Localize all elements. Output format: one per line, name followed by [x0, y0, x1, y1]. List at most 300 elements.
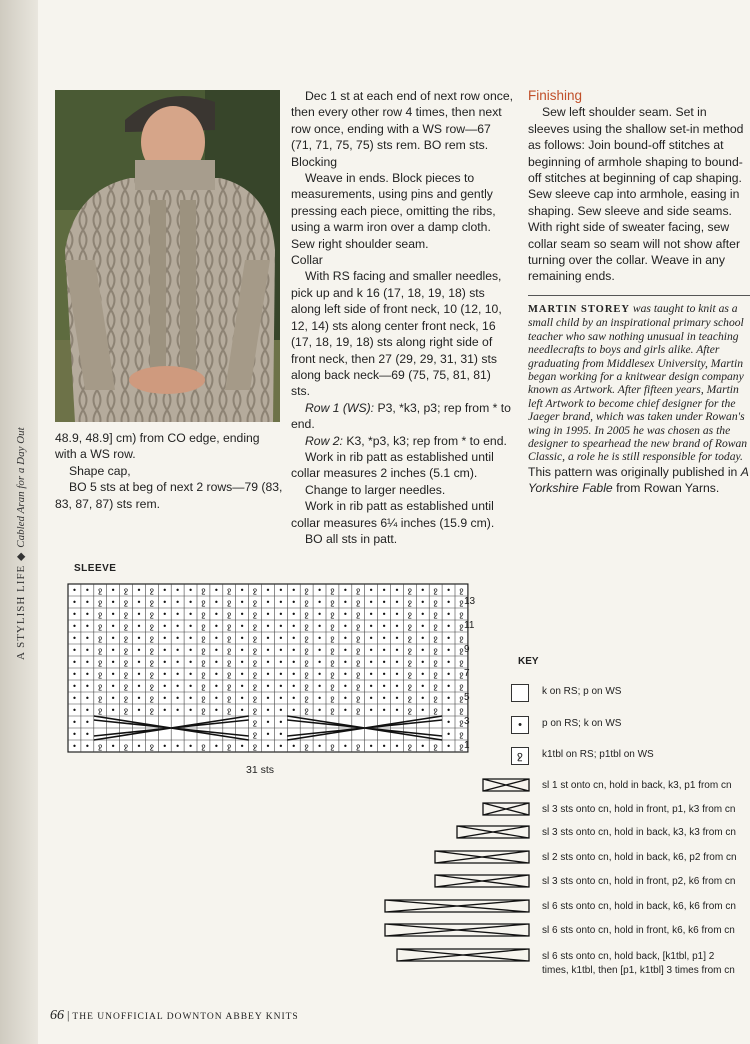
chart-cell-symbol: ջ — [433, 586, 438, 595]
chart-cell-symbol: • — [317, 586, 322, 595]
chart-cell-symbol: • — [446, 622, 451, 631]
chart-cell-symbol: • — [278, 694, 284, 703]
chart-cell-symbol: • — [188, 622, 193, 631]
chart-cell-symbol: • — [420, 658, 426, 667]
chart-cell-symbol: • — [394, 742, 400, 751]
chart-cell-symbol: ջ — [459, 634, 464, 643]
chart-cell-symbol: • — [278, 634, 284, 643]
chart-cell-symbol: ջ — [356, 586, 361, 595]
chart-cell-symbol: ջ — [252, 694, 258, 703]
chart-cell-symbol: ջ — [227, 658, 232, 667]
chart-cell-symbol: • — [72, 598, 77, 607]
chart-cell-symbol: • — [239, 646, 245, 655]
chart-cell-symbol: • — [317, 598, 322, 607]
chart-cell-symbol: ջ — [356, 694, 361, 703]
chart-cell-symbol: • — [394, 634, 400, 643]
chart-cell-symbol: • — [278, 682, 284, 691]
chart-cell-symbol: • — [239, 658, 245, 667]
chart-cell-symbol: ջ — [459, 730, 464, 739]
chart-cell-symbol: ջ — [304, 658, 309, 667]
chart-cell-symbol: • — [265, 598, 271, 607]
chart-cell-symbol: • — [239, 610, 245, 619]
chart-cell-symbol: • — [239, 586, 245, 595]
chart-cell-symbol: ջ — [304, 586, 309, 595]
chart-cell-symbol: ջ — [201, 670, 206, 679]
chart-cell-symbol: • — [368, 670, 374, 679]
chart-cell-symbol: ջ — [201, 598, 206, 607]
chart-cell-symbol: • — [342, 670, 348, 679]
chart-cell-symbol: ջ — [98, 622, 103, 631]
chart-cell-symbol: • — [110, 586, 116, 595]
chart-cell-symbol: ջ — [227, 742, 232, 751]
chart-cell-symbol: ջ — [433, 694, 438, 703]
chart-cell-symbol: • — [446, 706, 451, 715]
chart-cell-symbol: • — [265, 634, 271, 643]
chart-cell-symbol: ջ — [149, 694, 155, 703]
bio-text: was taught to knit as a small child by an inspirational primary school teacher who saw nothing unusual in teaching needlecrafts to boys and girls alike. After graduating from Middlesex University, Martin began working for a knitwear design company known as Artwork. After fifteen years, Martin left Artwork to become chief designer for the Jaeger brand, which was taken under Rowan's wing in 1995. In 2005 he was chosen as the designer to spearhead the new brand of Rowan Classic, a role he is still responsible for today. — [528, 301, 748, 464]
chart-cell-symbol: • — [110, 598, 116, 607]
chart-cell-symbol: • — [446, 742, 451, 751]
chart-cell-symbol: • — [381, 682, 387, 691]
chart-cell-symbol: • — [291, 610, 297, 619]
row-label: 5 — [464, 692, 470, 703]
chart-cell-symbol: ջ — [252, 742, 258, 751]
chart-cell-symbol: ջ — [330, 646, 335, 655]
chart-cell-symbol: ջ — [227, 610, 232, 619]
row-label: 7 — [464, 668, 470, 679]
chart-cell-symbol: • — [381, 742, 387, 751]
key-cable-symbol — [396, 948, 530, 962]
chart-cell-symbol: • — [368, 742, 374, 751]
book-title: THE UNOFFICIAL DOWNTON ABBEY KNITS — [72, 1012, 299, 1022]
chart-cell-symbol: ջ — [330, 694, 335, 703]
chart-cell-symbol: • — [84, 670, 90, 679]
chart-cell-symbol: • — [84, 718, 90, 727]
chart-cell-symbol: • — [368, 622, 374, 631]
chart-cell-symbol: ջ — [201, 658, 206, 667]
chart-cell-symbol: • — [84, 706, 90, 715]
chart-cell-symbol: ջ — [201, 742, 206, 751]
chart-cell-symbol: • — [188, 682, 193, 691]
chart-cell-symbol: ջ — [459, 586, 464, 595]
chart-cell-symbol: • — [72, 706, 77, 715]
column-middle — [291, 88, 513, 547]
row-label: 3 — [464, 716, 470, 727]
chart-cell-symbol: ջ — [407, 706, 413, 715]
chart-cell-symbol: ջ — [227, 622, 232, 631]
chart-cell-symbol: • — [368, 658, 374, 667]
chart-cell-symbol: • — [446, 610, 451, 619]
chart-cell-symbol: ջ — [149, 646, 155, 655]
chart-cell-symbol: • — [446, 598, 451, 607]
chart-cell-symbol: • — [136, 742, 142, 751]
chart-cell-symbol: • — [291, 622, 297, 631]
chart-cell-symbol: • — [342, 610, 348, 619]
key-cable-symbol — [456, 825, 530, 839]
running-head-title: Cabled Aran for a Day Out — [15, 427, 27, 548]
key-label: sl 6 sts onto cn, hold back, [k1tbl, p1] 2 times, k1tbl, then [p1, k1tbl] 3 times from cn — [542, 951, 735, 976]
chart-cell-symbol: ջ — [330, 610, 335, 619]
chart-cell-symbol: • — [317, 622, 322, 631]
key-title: KEY — [518, 656, 539, 667]
chart-cell-symbol: • — [265, 694, 271, 703]
chart-cell-symbol: ջ — [459, 670, 464, 679]
chart-cell-symbol: • — [72, 670, 77, 679]
key-label: k1tbl on RS; p1tbl on WS — [542, 749, 654, 760]
chart-cell-symbol: • — [265, 586, 271, 595]
chart-cell-symbol: • — [394, 586, 400, 595]
chart-cell-symbol: • — [162, 610, 168, 619]
chart-cell-symbol: • — [84, 610, 90, 619]
chart-cell-symbol: ջ — [98, 742, 103, 751]
col2-paragraph-6: Work in rib patt as established until collar measures 6¼ inches (15.9 cm). — [291, 499, 495, 530]
chart-cell-symbol: ջ — [407, 646, 413, 655]
chart-cell-symbol: • — [278, 598, 284, 607]
key-label: sl 2 sts onto cn, hold in back, k6, p2 from cn — [542, 852, 737, 863]
chart-cell-symbol: ջ — [459, 622, 464, 631]
chart-cell-symbol: • — [317, 646, 322, 655]
chart-cell-symbol: ջ — [330, 622, 335, 631]
chart-cell-symbol: • — [278, 658, 284, 667]
chart-cell-symbol: • — [110, 646, 116, 655]
chart-cell-symbol: ջ — [459, 646, 464, 655]
chart-cell-symbol: • — [175, 610, 181, 619]
chart-cell-symbol: • — [110, 670, 116, 679]
chart-cell-symbol: ջ — [98, 658, 103, 667]
chart-cell-symbol: • — [291, 598, 297, 607]
chart-cell-symbol: ջ — [98, 634, 103, 643]
chart-cell-symbol: • — [72, 622, 77, 631]
chart-cell-symbol: • — [239, 682, 245, 691]
chart-cell-symbol: • — [446, 646, 451, 655]
chart-cell-symbol: • — [84, 658, 90, 667]
chart-cell-symbol: • — [72, 586, 77, 595]
chart-cell-symbol: • — [278, 670, 284, 679]
chart-cell-symbol: ջ — [459, 706, 464, 715]
chart-cell-symbol: ջ — [356, 742, 361, 751]
row1-line — [291, 400, 513, 433]
chart-cell-symbol: • — [136, 658, 142, 667]
stitch-count-label: 31 sts — [246, 764, 275, 776]
chart-cell-symbol: • — [317, 706, 322, 715]
chart-cell-symbol: • — [291, 646, 297, 655]
col2-paragraph-5: Change to larger needles. — [305, 482, 446, 497]
chart-cell-symbol: ջ — [227, 670, 232, 679]
chart-cell-symbol: • — [175, 670, 181, 679]
chart-cell-symbol: • — [381, 610, 387, 619]
key-label: k on RS; p on WS — [542, 686, 622, 697]
chart-cell-symbol: • — [381, 706, 387, 715]
chart-cell-symbol: • — [110, 622, 116, 631]
chart-cell-symbol: • — [213, 682, 219, 691]
chart-cell-symbol: ջ — [330, 658, 335, 667]
chart-cell-symbol: • — [239, 742, 245, 751]
key-cable-symbol — [434, 850, 530, 864]
chart-cell-symbol: • — [72, 634, 77, 643]
col1-paragraph-1: 48.9, 48.9] cm) from CO edge, ending with a WS row. — [55, 431, 260, 462]
chart-cell-symbol: ջ — [304, 682, 309, 691]
chart-cell-symbol: ջ — [330, 634, 335, 643]
chart-cell-symbol: • — [188, 646, 193, 655]
chart-cell-symbol: ջ — [201, 634, 206, 643]
column-left — [55, 430, 283, 512]
chart-cell-symbol: • — [84, 646, 90, 655]
chart-cell-symbol: • — [368, 634, 374, 643]
chart-cell-symbol: ջ — [304, 742, 309, 751]
chart-cell-symbol: • — [110, 658, 116, 667]
chart-cell-symbol: ջ — [407, 622, 413, 631]
chart-cell-symbol: ջ — [356, 670, 361, 679]
chart-cell-symbol: ջ — [304, 634, 309, 643]
row1-label: Row 1 (WS): — [305, 400, 375, 415]
col2-paragraph-1: Dec 1 st at each end of next row once, then every other row 4 times, then next row once, ending with a WS row—67 (71, 71, 75, 75) sts rem. BO rem sts. — [291, 89, 513, 153]
chart-cell-symbol: • — [162, 634, 168, 643]
footer-bar: | — [64, 1008, 73, 1022]
chart-cell-symbol: ջ — [356, 706, 361, 715]
note-post: from Rowan Yarns. — [612, 481, 720, 496]
chart-cell-symbol: ջ — [433, 622, 438, 631]
chart-cell-symbol: • — [317, 742, 322, 751]
row2-text: K3, *p3, k3; rep from * to end. — [342, 433, 507, 448]
chart-cell-symbol: • — [162, 646, 168, 655]
running-head — [14, 427, 27, 660]
chart-cell-symbol: • — [213, 610, 219, 619]
chart-cell-symbol: • — [342, 598, 348, 607]
chart-cell-symbol: • — [84, 694, 90, 703]
key-cable-symbol — [384, 899, 530, 913]
chart-cell-symbol: • — [175, 682, 181, 691]
chart-cell-symbol: • — [317, 694, 322, 703]
chart-cell-symbol: • — [265, 646, 271, 655]
footer — [50, 1008, 299, 1024]
chart-cell-symbol: • — [72, 742, 77, 751]
chart-cell-symbol: • — [368, 598, 374, 607]
chart-cell-symbol: • — [317, 610, 322, 619]
chart-cell-symbol: • — [265, 610, 271, 619]
chart-cell-symbol: ջ — [356, 646, 361, 655]
chart-cell-symbol: ջ — [149, 598, 155, 607]
chart-cell-symbol: • — [420, 646, 426, 655]
chart-cell-symbol: • — [278, 706, 284, 715]
chart-cell-symbol: • — [239, 598, 245, 607]
chart-cell-symbol: ջ — [227, 598, 232, 607]
chart-cell-symbol: ջ — [123, 610, 129, 619]
col2-paragraph-7: BO all sts in patt. — [305, 531, 398, 546]
chart-cell-symbol: • — [342, 622, 348, 631]
sleeve-title: SLEEVE — [74, 563, 117, 574]
chart-cell-symbol: • — [213, 598, 219, 607]
chart-cell-symbol: • — [72, 730, 77, 739]
chart-cell-symbol: • — [213, 586, 219, 595]
collar-heading: Collar — [291, 253, 323, 268]
chart-cell-symbol: • — [72, 718, 77, 727]
chart-cell-symbol: • — [420, 622, 426, 631]
chart-cell-symbol: ջ — [407, 670, 413, 679]
chart-cell-symbol: • — [136, 670, 142, 679]
chart-cell-symbol: ջ — [407, 634, 413, 643]
chart-cell-symbol: • — [394, 706, 400, 715]
chart-cell-symbol: ջ — [98, 586, 103, 595]
chart-cell-symbol: • — [136, 634, 142, 643]
chart-cell-symbol: • — [110, 610, 116, 619]
chart-cell-symbol: • — [84, 622, 90, 631]
chart-cell-symbol: ջ — [459, 718, 464, 727]
chart-cell-symbol: • — [420, 742, 426, 751]
finishing-text: Sew left shoulder seam. Set in sleeves using the shallow set-in method as follows: Join bound-off stitches at beginning of armhole shaping to bound-off stitches at beginning of cap shaping. Sew sleeve cap into armhole, easing in shaping. Sew sleeve and side seams. With right side of sweater facing, sew collar seam so seam will not show after turning over the collar. Weave in any remaining ends. — [528, 105, 744, 284]
chart-cell-symbol: • — [188, 634, 193, 643]
chart-cell-symbol: • — [84, 598, 90, 607]
chart-cell-symbol: • — [368, 586, 374, 595]
chart-cell-symbol: • — [342, 742, 348, 751]
key-cable-symbol — [482, 778, 530, 792]
chart-cell-symbol: • — [381, 598, 387, 607]
chart-cell-symbol: • — [188, 598, 193, 607]
chart-cell-symbol: ջ — [252, 622, 258, 631]
chart-cell-symbol: ջ — [227, 682, 232, 691]
chart-cell-symbol: • — [420, 682, 426, 691]
key-label: sl 1 st onto cn, hold in back, k3, p1 from cn — [542, 780, 732, 791]
chart-cell-symbol: ջ — [356, 598, 361, 607]
chart-cell-symbol: ջ — [201, 694, 206, 703]
row1-text: P3, *k3, p3; rep from * to end. — [291, 400, 511, 432]
col2-paragraph-3: With RS facing and smaller needles, pick up and k 16 (17, 18, 19, 18) sts along left side of front neck, 10 (12, 10, 12, 14) sts along center front neck, 16 (17, 18, 19, 18) sts along right side of front neck, then 27 (29, 29, 31, 31) sts along back neck—69 (75, 75, 81, 81) sts. — [291, 269, 502, 399]
chart-cell-symbol: ջ — [149, 610, 155, 619]
key-cable-symbol — [434, 874, 530, 888]
chart-cell-symbol: ջ — [98, 670, 103, 679]
chart-cell-symbol: • — [446, 634, 451, 643]
chart-cell-symbol: • — [291, 742, 297, 751]
chart-cell-symbol: ջ — [252, 598, 258, 607]
chart-cell-symbol: • — [420, 694, 426, 703]
chart-cell-symbol: • — [213, 742, 219, 751]
chart-cell-symbol: ջ — [459, 742, 464, 751]
chart-cell-symbol: ջ — [304, 622, 309, 631]
chart-cell-symbol: ջ — [330, 742, 335, 751]
chart-cell-symbol: ջ — [304, 646, 309, 655]
chart-cell-symbol: ջ — [149, 622, 155, 631]
chart-cell-symbol: • — [342, 694, 348, 703]
chart-cell-symbol: • — [213, 646, 219, 655]
chart-cell-symbol: • — [213, 658, 219, 667]
chart-cell-symbol: • — [291, 694, 297, 703]
chart-cell-symbol: ջ — [407, 586, 413, 595]
chart-cell-symbol: ջ — [459, 694, 464, 703]
chart-cell-symbol: ջ — [330, 586, 335, 595]
chart-cell-symbol: ջ — [149, 682, 155, 691]
key-label: sl 3 sts onto cn, hold in front, p1, k3 from cn — [542, 804, 736, 815]
chart-cell-symbol: • — [175, 586, 181, 595]
chart-cell-symbol: • — [110, 634, 116, 643]
chart-cell-symbol: • — [162, 682, 168, 691]
chart-cell-symbol: • — [188, 586, 193, 595]
chart-cell-symbol: • — [317, 658, 322, 667]
col1-shape-cap: Shape cap, — [69, 463, 131, 478]
chart-cell-symbol: • — [188, 610, 193, 619]
chart-cell-symbol: • — [175, 706, 181, 715]
chart-cell-symbol: • — [265, 718, 271, 727]
chart-cell-symbol: • — [368, 694, 374, 703]
sleeve-chart — [62, 580, 492, 762]
chart-cell-symbol: • — [72, 610, 77, 619]
chart-cell-symbol: • — [188, 706, 193, 715]
chart-cell-symbol: ջ — [407, 694, 413, 703]
col2-paragraph-4: Work in rib patt as established until collar measures 2 inches (5.1 cm). — [291, 449, 494, 481]
chart-cell-symbol: ջ — [123, 682, 129, 691]
chart-cell-symbol: • — [162, 586, 168, 595]
chart-cell-symbol: ջ — [98, 694, 103, 703]
chart-cell-symbol: • — [278, 646, 284, 655]
chart-cell-symbol: • — [265, 706, 271, 715]
chart-cell-symbol: • — [342, 634, 348, 643]
row2-line — [291, 433, 513, 449]
chart-cell-symbol: • — [265, 682, 271, 691]
running-head-separator: ◆ — [15, 551, 27, 561]
key-cable-symbol — [384, 923, 530, 937]
chart-cell-symbol: • — [239, 670, 245, 679]
chart-cell-symbol: • — [110, 694, 116, 703]
chart-cell-symbol: • — [446, 718, 451, 727]
chart-cell-symbol: • — [446, 682, 451, 691]
chart-cell-symbol: • — [446, 670, 451, 679]
chart-cell-symbol: ջ — [407, 682, 413, 691]
chart-cell-symbol: • — [317, 634, 322, 643]
chart-cell-symbol: • — [265, 658, 271, 667]
chart-cell-symbol: • — [84, 634, 90, 643]
chart-cell-symbol: • — [136, 586, 142, 595]
note-title: A Yorkshire Fable — [528, 464, 749, 496]
chart-cell-symbol: ջ — [123, 598, 129, 607]
chart-cell-symbol: • — [446, 658, 451, 667]
chart-cell-symbol: • — [381, 586, 387, 595]
chart-cell-symbol: • — [136, 622, 142, 631]
note-pre: This pattern was originally published in — [528, 464, 741, 479]
chart-cell-symbol: • — [162, 658, 168, 667]
chart-cell-symbol: ջ — [356, 682, 361, 691]
chart-cell-symbol: • — [291, 634, 297, 643]
chart-cell-symbol: • — [291, 682, 297, 691]
chart-cell-symbol: ջ — [201, 706, 206, 715]
chart-cell-symbol: ջ — [123, 586, 129, 595]
chart-cell-symbol: ջ — [407, 610, 413, 619]
chart-cell-symbol: ջ — [433, 706, 438, 715]
chart-cell-symbol: • — [278, 622, 284, 631]
chart-cell-symbol: • — [84, 742, 90, 751]
chart-cell-symbol: ջ — [98, 706, 103, 715]
chart-cell-symbol: • — [265, 742, 271, 751]
chart-cell-symbol: ջ — [123, 706, 129, 715]
chart-cell-symbol: • — [420, 586, 426, 595]
chart-cell-symbol: • — [446, 586, 451, 595]
chart-cell-symbol: • — [84, 586, 90, 595]
chart-cell-symbol: • — [420, 610, 426, 619]
chart-cell-symbol: • — [162, 742, 168, 751]
chart-cell-symbol: ջ — [123, 694, 129, 703]
chart-cell-symbol: • — [239, 694, 245, 703]
chart-cell-symbol: • — [213, 694, 219, 703]
chart-cell-symbol: • — [420, 634, 426, 643]
chart-cell-symbol: • — [381, 634, 387, 643]
chart-cell-symbol: • — [368, 706, 374, 715]
chart-cell-symbol: ջ — [459, 598, 464, 607]
chart-cell-symbol: • — [162, 670, 168, 679]
chart-cell-symbol: ջ — [227, 586, 232, 595]
chart-cell-symbol: • — [213, 634, 219, 643]
chart-cell-symbol: • — [72, 658, 77, 667]
chart-cell-symbol: • — [278, 610, 284, 619]
publication-note — [528, 464, 750, 497]
chart-cell-symbol: • — [381, 622, 387, 631]
chart-cell-symbol: ջ — [123, 670, 129, 679]
